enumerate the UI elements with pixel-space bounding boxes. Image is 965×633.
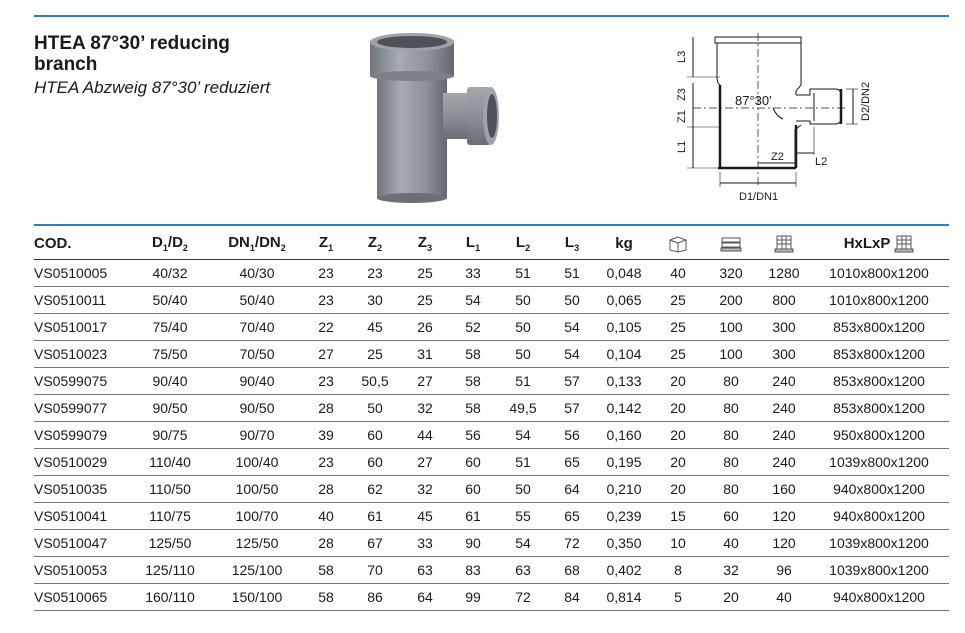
cell-d: 40/32 bbox=[129, 260, 211, 287]
cell-l3: 51 bbox=[549, 260, 595, 287]
cell-kg: 0,104 bbox=[595, 341, 653, 368]
cell-l2: 72 bbox=[497, 584, 549, 611]
angle-label: 87°30' bbox=[735, 93, 772, 108]
col-header-box bbox=[653, 228, 703, 260]
cell-pallet-qty: 240 bbox=[759, 395, 809, 422]
cell-l1: 90 bbox=[449, 530, 497, 557]
cell-z2: 30 bbox=[349, 287, 401, 314]
cell-z1: 22 bbox=[303, 314, 349, 341]
table-row bbox=[34, 476, 949, 503]
cell-z3: 64 bbox=[401, 584, 449, 611]
label-z3: Z3 bbox=[676, 88, 688, 101]
cell-d: 90/40 bbox=[129, 368, 211, 395]
cell-dn: 90/50 bbox=[211, 395, 303, 422]
cell-code: VS0510005 bbox=[34, 260, 129, 287]
cell-code: VS0510023 bbox=[34, 341, 129, 368]
cell-d: 110/75 bbox=[129, 503, 211, 530]
col-header-code: COD. bbox=[34, 235, 72, 252]
cell-box-qty: 5 bbox=[653, 584, 703, 611]
cell-l3: 56 bbox=[549, 422, 595, 449]
cell-kg: 0,195 bbox=[595, 449, 653, 476]
col-header-l1: $L_1$ bbox=[465, 234, 481, 253]
cell-z2: 62 bbox=[349, 476, 401, 503]
cell-kg: 0,133 bbox=[595, 368, 653, 395]
cell-pallet-qty: 800 bbox=[759, 287, 809, 314]
cell-l1: 58 bbox=[449, 395, 497, 422]
cell-box-qty: 25 bbox=[653, 287, 703, 314]
cell-code: VS0510029 bbox=[34, 449, 129, 476]
cell-z3: 44 bbox=[401, 422, 449, 449]
cell-z3: 45 bbox=[401, 503, 449, 530]
cell-layer-qty: 32 bbox=[703, 557, 759, 584]
cell-dn: 50/40 bbox=[211, 287, 303, 314]
cell-l2: 55 bbox=[497, 503, 549, 530]
col-header-l3: $L_3$ bbox=[564, 234, 580, 253]
cell-l3: 84 bbox=[549, 584, 595, 611]
cell-l1: 61 bbox=[449, 503, 497, 530]
cell-kg: 0,239 bbox=[595, 503, 653, 530]
cell-l2: 50 bbox=[497, 314, 549, 341]
cell-dims: 853x800x1200 bbox=[809, 395, 949, 422]
box-icon bbox=[668, 235, 688, 253]
table-row bbox=[34, 287, 949, 314]
cell-code: VS0599077 bbox=[34, 395, 129, 422]
cell-kg: 0,350 bbox=[595, 530, 653, 557]
cell-z3: 27 bbox=[401, 368, 449, 395]
cell-l1: 60 bbox=[449, 476, 497, 503]
cell-z2: 23 bbox=[349, 260, 401, 287]
col-header-d: $D_1/D_2$ bbox=[152, 234, 188, 253]
label-d1dn1: D1/DN1 bbox=[739, 191, 779, 203]
cell-z3: 31 bbox=[401, 341, 449, 368]
cell-l2: 51 bbox=[497, 260, 549, 287]
cell-dims: 853x800x1200 bbox=[809, 314, 949, 341]
cell-z1: 23 bbox=[303, 368, 349, 395]
col-header-kg: kg bbox=[615, 235, 633, 252]
cell-z2: 61 bbox=[349, 503, 401, 530]
col-header-dn: $DN_1/DN_2$ bbox=[228, 234, 286, 253]
cell-dn: 125/100 bbox=[211, 557, 303, 584]
cell-box-qty: 20 bbox=[653, 449, 703, 476]
cell-kg: 0,065 bbox=[595, 287, 653, 314]
cell-l3: 65 bbox=[549, 503, 595, 530]
cell-code: VS0599075 bbox=[34, 368, 129, 395]
cell-z1: 23 bbox=[303, 449, 349, 476]
cell-z2: 60 bbox=[349, 422, 401, 449]
cell-z3: 32 bbox=[401, 476, 449, 503]
cell-l3: 65 bbox=[549, 449, 595, 476]
cell-layer-qty: 80 bbox=[703, 395, 759, 422]
cell-d: 110/40 bbox=[129, 449, 211, 476]
cell-l3: 50 bbox=[549, 287, 595, 314]
table-body bbox=[34, 260, 949, 611]
cell-z2: 60 bbox=[349, 449, 401, 476]
cell-z1: 23 bbox=[303, 287, 349, 314]
cell-dims: 950x800x1200 bbox=[809, 422, 949, 449]
product-heading bbox=[34, 33, 294, 97]
cell-z2: 25 bbox=[349, 341, 401, 368]
col-header-dims bbox=[809, 228, 949, 260]
cell-dims: 940x800x1200 bbox=[809, 584, 949, 611]
cell-l2: 63 bbox=[497, 557, 549, 584]
cell-dims: 1039x800x1200 bbox=[809, 449, 949, 476]
cell-z3: 27 bbox=[401, 449, 449, 476]
cell-l1: 33 bbox=[449, 260, 497, 287]
cell-l2: 54 bbox=[497, 530, 549, 557]
cell-dn: 70/40 bbox=[211, 314, 303, 341]
cell-box-qty: 25 bbox=[653, 341, 703, 368]
cell-box-qty: 20 bbox=[653, 422, 703, 449]
product-title: HTEA 87°30’ reducing branch bbox=[34, 33, 230, 75]
col-header-l2: $L_2$ bbox=[515, 234, 531, 253]
cell-dn: 90/40 bbox=[211, 368, 303, 395]
cell-l3: 57 bbox=[549, 368, 595, 395]
cell-d: 90/50 bbox=[129, 395, 211, 422]
cell-layer-qty: 20 bbox=[703, 584, 759, 611]
cell-box-qty: 25 bbox=[653, 314, 703, 341]
table-header-row bbox=[34, 228, 949, 260]
cell-z1: 58 bbox=[303, 584, 349, 611]
cell-code: VS0510053 bbox=[34, 557, 129, 584]
cell-l3: 54 bbox=[549, 314, 595, 341]
cell-l1: 60 bbox=[449, 449, 497, 476]
cell-dn: 150/100 bbox=[211, 584, 303, 611]
label-l3: L3 bbox=[676, 50, 688, 63]
cell-z2: 67 bbox=[349, 530, 401, 557]
cell-layer-qty: 80 bbox=[703, 368, 759, 395]
cell-z2: 45 bbox=[349, 314, 401, 341]
cell-layer-qty: 200 bbox=[703, 287, 759, 314]
table-row bbox=[34, 503, 949, 530]
cell-layer-qty: 80 bbox=[703, 449, 759, 476]
cell-d: 110/50 bbox=[129, 476, 211, 503]
product-table bbox=[34, 228, 949, 611]
cell-l2: 49,5 bbox=[497, 395, 549, 422]
cell-dims: 940x800x1200 bbox=[809, 503, 949, 530]
cell-l3: 72 bbox=[549, 530, 595, 557]
cell-kg: 0,814 bbox=[595, 584, 653, 611]
cell-layer-qty: 100 bbox=[703, 341, 759, 368]
layer-icon bbox=[720, 235, 742, 253]
cell-d: 90/75 bbox=[129, 422, 211, 449]
cell-z2: 50,5 bbox=[349, 368, 401, 395]
cell-box-qty: 15 bbox=[653, 503, 703, 530]
cell-kg: 0,048 bbox=[595, 260, 653, 287]
cell-l1: 83 bbox=[449, 557, 497, 584]
cell-z2: 86 bbox=[349, 584, 401, 611]
cell-dn: 70/50 bbox=[211, 341, 303, 368]
cell-z1: 28 bbox=[303, 395, 349, 422]
cell-dims: 1039x800x1200 bbox=[809, 530, 949, 557]
cell-kg: 0,210 bbox=[595, 476, 653, 503]
cell-pallet-qty: 240 bbox=[759, 449, 809, 476]
col-header-z1: $Z_1$ bbox=[318, 234, 334, 253]
cell-l3: 68 bbox=[549, 557, 595, 584]
cell-z1: 58 bbox=[303, 557, 349, 584]
col-header-z2: $Z_2$ bbox=[367, 234, 383, 253]
cell-d: 125/110 bbox=[129, 557, 211, 584]
label-l1: L1 bbox=[676, 140, 688, 153]
cell-z2: 70 bbox=[349, 557, 401, 584]
cell-kg: 0,142 bbox=[595, 395, 653, 422]
cell-dims: 853x800x1200 bbox=[809, 368, 949, 395]
cell-code: VS0510065 bbox=[34, 584, 129, 611]
cell-kg: 0,402 bbox=[595, 557, 653, 584]
cell-l2: 50 bbox=[497, 476, 549, 503]
cell-l2: 50 bbox=[497, 287, 549, 314]
cell-pallet-qty: 240 bbox=[759, 422, 809, 449]
table-row bbox=[34, 422, 949, 449]
cell-z1: 23 bbox=[303, 260, 349, 287]
cell-layer-qty: 320 bbox=[703, 260, 759, 287]
cell-box-qty: 10 bbox=[653, 530, 703, 557]
cell-l1: 54 bbox=[449, 287, 497, 314]
cell-code: VS0510047 bbox=[34, 530, 129, 557]
cell-dims: 940x800x1200 bbox=[809, 476, 949, 503]
table-row bbox=[34, 314, 949, 341]
table-row bbox=[34, 341, 949, 368]
cell-z1: 27 bbox=[303, 341, 349, 368]
cell-d: 75/50 bbox=[129, 341, 211, 368]
cell-pallet-qty: 96 bbox=[759, 557, 809, 584]
label-z1: Z1 bbox=[676, 110, 688, 123]
cell-box-qty: 8 bbox=[653, 557, 703, 584]
cell-code: VS0510011 bbox=[34, 287, 129, 314]
cell-z3: 33 bbox=[401, 530, 449, 557]
table-row bbox=[34, 530, 949, 557]
technical-drawing bbox=[665, 25, 915, 215]
col-header-z3: $Z_3$ bbox=[417, 234, 433, 253]
cell-l3: 57 bbox=[549, 395, 595, 422]
cell-code: VS0510041 bbox=[34, 503, 129, 530]
cell-pallet-qty: 160 bbox=[759, 476, 809, 503]
cell-code: VS0510035 bbox=[34, 476, 129, 503]
cell-z1: 28 bbox=[303, 530, 349, 557]
table-row bbox=[34, 395, 949, 422]
cell-code: VS0510017 bbox=[34, 314, 129, 341]
table-row bbox=[34, 557, 949, 584]
col-header-layer bbox=[703, 228, 759, 260]
cell-l1: 58 bbox=[449, 341, 497, 368]
cell-dn: 125/50 bbox=[211, 530, 303, 557]
cell-dims: 1039x800x1200 bbox=[809, 557, 949, 584]
label-d2dn2: D2/DN2 bbox=[860, 81, 872, 121]
pallet-icon bbox=[774, 234, 794, 254]
cell-z1: 40 bbox=[303, 503, 349, 530]
cell-box-qty: 20 bbox=[653, 368, 703, 395]
cell-dims: 1010x800x1200 bbox=[809, 260, 949, 287]
cell-code: VS0599079 bbox=[34, 422, 129, 449]
cell-layer-qty: 40 bbox=[703, 530, 759, 557]
cell-dn: 100/70 bbox=[211, 503, 303, 530]
cell-l2: 54 bbox=[497, 422, 549, 449]
cell-z3: 25 bbox=[401, 260, 449, 287]
cell-l1: 56 bbox=[449, 422, 497, 449]
cell-layer-qty: 100 bbox=[703, 314, 759, 341]
cell-l1: 99 bbox=[449, 584, 497, 611]
cell-box-qty: 20 bbox=[653, 395, 703, 422]
pallet-dims-icon bbox=[894, 234, 914, 254]
cell-z3: 25 bbox=[401, 287, 449, 314]
cell-d: 75/40 bbox=[129, 314, 211, 341]
cell-pallet-qty: 300 bbox=[759, 314, 809, 341]
cell-dn: 90/70 bbox=[211, 422, 303, 449]
cell-kg: 0,105 bbox=[595, 314, 653, 341]
top-accent-rule bbox=[34, 15, 949, 17]
cell-z3: 63 bbox=[401, 557, 449, 584]
cell-l2: 51 bbox=[497, 449, 549, 476]
cell-box-qty: 40 bbox=[653, 260, 703, 287]
cell-dn: 100/50 bbox=[211, 476, 303, 503]
cell-kg: 0,160 bbox=[595, 422, 653, 449]
cell-d: 125/50 bbox=[129, 530, 211, 557]
cell-d: 50/40 bbox=[129, 287, 211, 314]
cell-z3: 32 bbox=[401, 395, 449, 422]
cell-pallet-qty: 240 bbox=[759, 368, 809, 395]
table-row bbox=[34, 449, 949, 476]
label-l2: L2 bbox=[815, 156, 828, 168]
dims-label: HxLxP bbox=[843, 234, 891, 252]
cell-z1: 39 bbox=[303, 422, 349, 449]
cell-l1: 52 bbox=[449, 314, 497, 341]
product-subtitle: HTEA Abzweig 87°30’ reduziert bbox=[34, 78, 271, 97]
cell-pallet-qty: 40 bbox=[759, 584, 809, 611]
cell-z2: 50 bbox=[349, 395, 401, 422]
product-photo bbox=[355, 25, 515, 205]
cell-pallet-qty: 120 bbox=[759, 503, 809, 530]
cell-l2: 51 bbox=[497, 368, 549, 395]
label-z2: Z2 bbox=[771, 151, 784, 163]
cell-layer-qty: 60 bbox=[703, 503, 759, 530]
table-row bbox=[34, 260, 949, 287]
cell-l2: 50 bbox=[497, 341, 549, 368]
col-header-pallet bbox=[759, 228, 809, 260]
cell-box-qty: 20 bbox=[653, 476, 703, 503]
cell-pallet-qty: 120 bbox=[759, 530, 809, 557]
table-row bbox=[34, 584, 949, 611]
cell-dn: 40/30 bbox=[211, 260, 303, 287]
table-accent-rule bbox=[34, 224, 949, 226]
cell-dims: 853x800x1200 bbox=[809, 341, 949, 368]
cell-d: 160/110 bbox=[129, 584, 211, 611]
cell-pallet-qty: 1280 bbox=[759, 260, 809, 287]
cell-l3: 54 bbox=[549, 341, 595, 368]
cell-layer-qty: 80 bbox=[703, 422, 759, 449]
cell-z1: 28 bbox=[303, 476, 349, 503]
cell-l3: 64 bbox=[549, 476, 595, 503]
cell-dims: 1010x800x1200 bbox=[809, 287, 949, 314]
cell-z3: 26 bbox=[401, 314, 449, 341]
cell-dn: 100/40 bbox=[211, 449, 303, 476]
cell-pallet-qty: 300 bbox=[759, 341, 809, 368]
cell-layer-qty: 80 bbox=[703, 476, 759, 503]
table-row bbox=[34, 368, 949, 395]
cell-l1: 58 bbox=[449, 368, 497, 395]
